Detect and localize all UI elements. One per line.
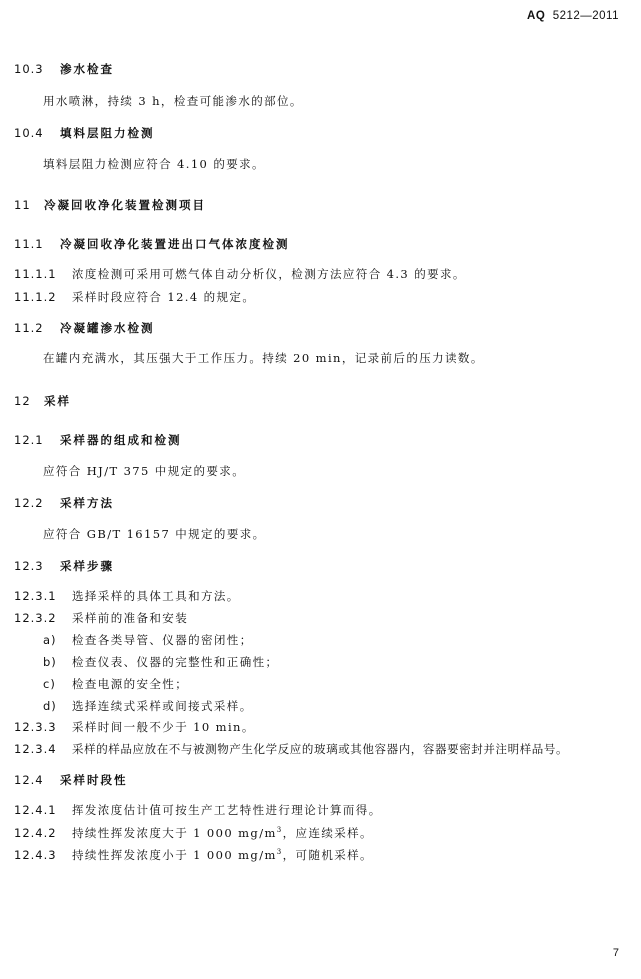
list-item-text: 检查电源的安全性； xyxy=(72,677,189,691)
chapter-number: 11 xyxy=(14,198,31,212)
subsection-number: 12.4.1 xyxy=(14,803,57,817)
section-title: 冷凝回收净化装置进出口气体浓度检测 xyxy=(60,237,290,251)
paragraph-11-2: 在罐内充满水，其压强大于工作压力。持续 20 min，记录前后的压力读数。 xyxy=(43,351,484,365)
subsection-number: 12.3.1 xyxy=(14,589,57,603)
section-heading-11-2 xyxy=(14,320,155,336)
subsection-12-3-4 xyxy=(14,741,568,757)
list-item-text: 选择连续式采样或间接式采样。 xyxy=(72,699,253,713)
subsection-number: 12.3.2 xyxy=(14,611,57,625)
subsection-number: 11.1.2 xyxy=(14,290,57,304)
subsection-number: 12.3.3 xyxy=(14,720,57,734)
subsection-text: 采样前的准备和安装 xyxy=(72,611,189,625)
list-item-d xyxy=(43,698,253,714)
section-heading-12-1 xyxy=(14,432,182,448)
list-item-b xyxy=(43,654,278,670)
section-heading-12-4 xyxy=(14,772,128,788)
subsection-11-1-2 xyxy=(14,289,255,305)
paragraph-12-1: 应符合 HJ/T 375 中规定的要求。 xyxy=(43,464,246,478)
subsection-number: 12.3.4 xyxy=(14,742,57,756)
list-item-marker: b) xyxy=(43,655,57,669)
superscript: 3 xyxy=(276,848,283,857)
chapter-title: 冷凝回收净化装置检测项目 xyxy=(44,198,206,212)
subsection-12-3-1 xyxy=(14,588,240,604)
subsection-text: 选择采样的具体工具和方法。 xyxy=(72,589,240,603)
section-title: 渗水检查 xyxy=(60,62,114,76)
subsection-text: 采样时间一般不少于 10 min。 xyxy=(72,720,255,734)
section-title: 填料层阻力检测 xyxy=(60,126,155,140)
subsection-text: 持续性挥发浓度小于 1 000 mg/m xyxy=(72,848,277,862)
section-heading-12-3 xyxy=(14,558,114,574)
section-title: 冷凝罐渗水检测 xyxy=(60,321,155,335)
section-title: 采样步骤 xyxy=(60,559,114,573)
subsection-12-4-2 xyxy=(14,825,373,841)
section-number: 12.1 xyxy=(14,433,44,447)
subsection-text-continued: ，应连续采样。 xyxy=(282,826,373,840)
section-number: 11.2 xyxy=(14,321,44,335)
section-number: 10.4 xyxy=(14,126,44,140)
paragraph-10-3: 用水喷淋，持续 3 h，检查可能渗水的部位。 xyxy=(43,94,303,108)
list-item-c xyxy=(43,676,188,692)
chapter-title: 采样 xyxy=(44,394,71,408)
standard-code xyxy=(527,10,619,22)
subsection-number: 12.4.2 xyxy=(14,826,57,840)
section-number: 11.1 xyxy=(14,237,44,251)
chapter-number: 12 xyxy=(14,394,31,408)
subsection-number: 11.1.1 xyxy=(14,267,57,281)
section-heading-12-2 xyxy=(14,495,114,511)
standard-org: AQ xyxy=(527,10,546,22)
chapter-heading-11 xyxy=(14,197,206,213)
subsection-text: 采样的样品应放在不与被测物产生化学反应的玻璃或其他容器内，容器要密封并注明样品号。 xyxy=(72,742,569,756)
superscript: 3 xyxy=(276,826,283,835)
section-number: 12.2 xyxy=(14,496,44,510)
list-item-text: 检查仪表、仪器的完整性和正确性； xyxy=(72,655,279,669)
section-number: 12.4 xyxy=(14,773,44,787)
list-item-text: 检查各类导管、仪器的密闭性； xyxy=(72,633,253,647)
section-title: 采样方法 xyxy=(60,496,114,510)
subsection-text-continued: ，可随机采样。 xyxy=(282,848,373,862)
subsection-12-3-3 xyxy=(14,719,255,735)
subsection-12-4-1 xyxy=(14,802,382,818)
subsection-number: 12.4.3 xyxy=(14,848,57,862)
subsection-text: 采样时段应符合 12.4 的规定。 xyxy=(72,290,256,304)
paragraph-10-4: 填料层阻力检测应符合 4.10 的要求。 xyxy=(43,157,265,171)
list-item-a xyxy=(43,632,253,648)
list-item-marker: c) xyxy=(43,677,56,691)
page-number: 7 xyxy=(612,947,619,959)
section-heading-10-4 xyxy=(14,125,155,141)
section-heading-11-1 xyxy=(14,236,290,252)
section-heading-10-3 xyxy=(14,61,114,77)
subsection-11-1-1 xyxy=(14,266,466,282)
section-number: 12.3 xyxy=(14,559,44,573)
subsection-text: 挥发浓度估计值可按生产工艺特性进行理论计算而得。 xyxy=(72,803,382,817)
section-title: 采样器的组成和检测 xyxy=(60,433,182,447)
paragraph-12-2: 应符合 GB/T 16157 中规定的要求。 xyxy=(43,527,266,541)
standard-number: 5212—2011 xyxy=(552,10,619,22)
chapter-heading-12 xyxy=(14,393,71,409)
subsection-text: 持续性挥发浓度大于 1 000 mg/m xyxy=(72,826,277,840)
section-title: 采样时段性 xyxy=(60,773,128,787)
section-number: 10.3 xyxy=(14,62,44,76)
subsection-12-3-2 xyxy=(14,610,188,626)
list-item-marker: d) xyxy=(43,699,57,713)
subsection-12-4-3 xyxy=(14,847,373,863)
list-item-marker: a) xyxy=(43,633,57,647)
subsection-text: 浓度检测可采用可燃气体自动分析仪，检测方法应符合 4.3 的要求。 xyxy=(72,267,466,281)
